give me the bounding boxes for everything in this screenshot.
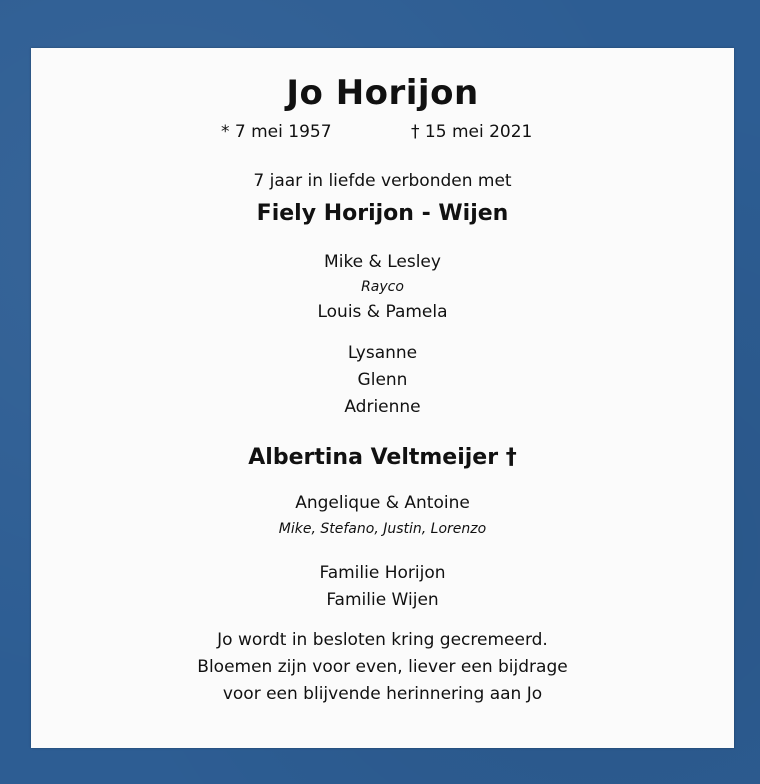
family-line: Angelique & Antoine [295,493,470,513]
grandchild-line: Mike, Stefano, Justin, Lorenzo [278,521,487,537]
closing-line: voor een blijvende herinnering aan Jo [222,684,543,704]
deceased-name: Jo Horijon [286,73,479,113]
family-line: Glenn [357,370,408,390]
partner-intro: 7 jaar in liefde verbonden met [253,171,512,191]
closing-line: Jo wordt in besloten kring gecremeerd. [217,630,548,650]
death-date: † 15 mei 2021 [411,122,533,142]
closing-line: Bloemen zijn voor even, liever een bijdrage [197,657,568,677]
family-line: Adrienne [344,397,421,417]
family-line: Familie Horijon [319,563,446,583]
partner-name: Fiely Horijon - Wijen [256,201,509,226]
family-line: Lysanne [347,343,418,363]
memorial-card [31,48,734,748]
dates-row [31,122,734,146]
birth-date: * 7 mei 1957 [221,122,332,142]
mother-name: Albertina Veltmeijer † [248,445,517,470]
family-line: Louis & Pamela [317,302,448,322]
family-line: Mike & Lesley [324,252,441,272]
family-line: Familie Wijen [326,590,439,610]
grandchild-line: Rayco [361,279,404,295]
